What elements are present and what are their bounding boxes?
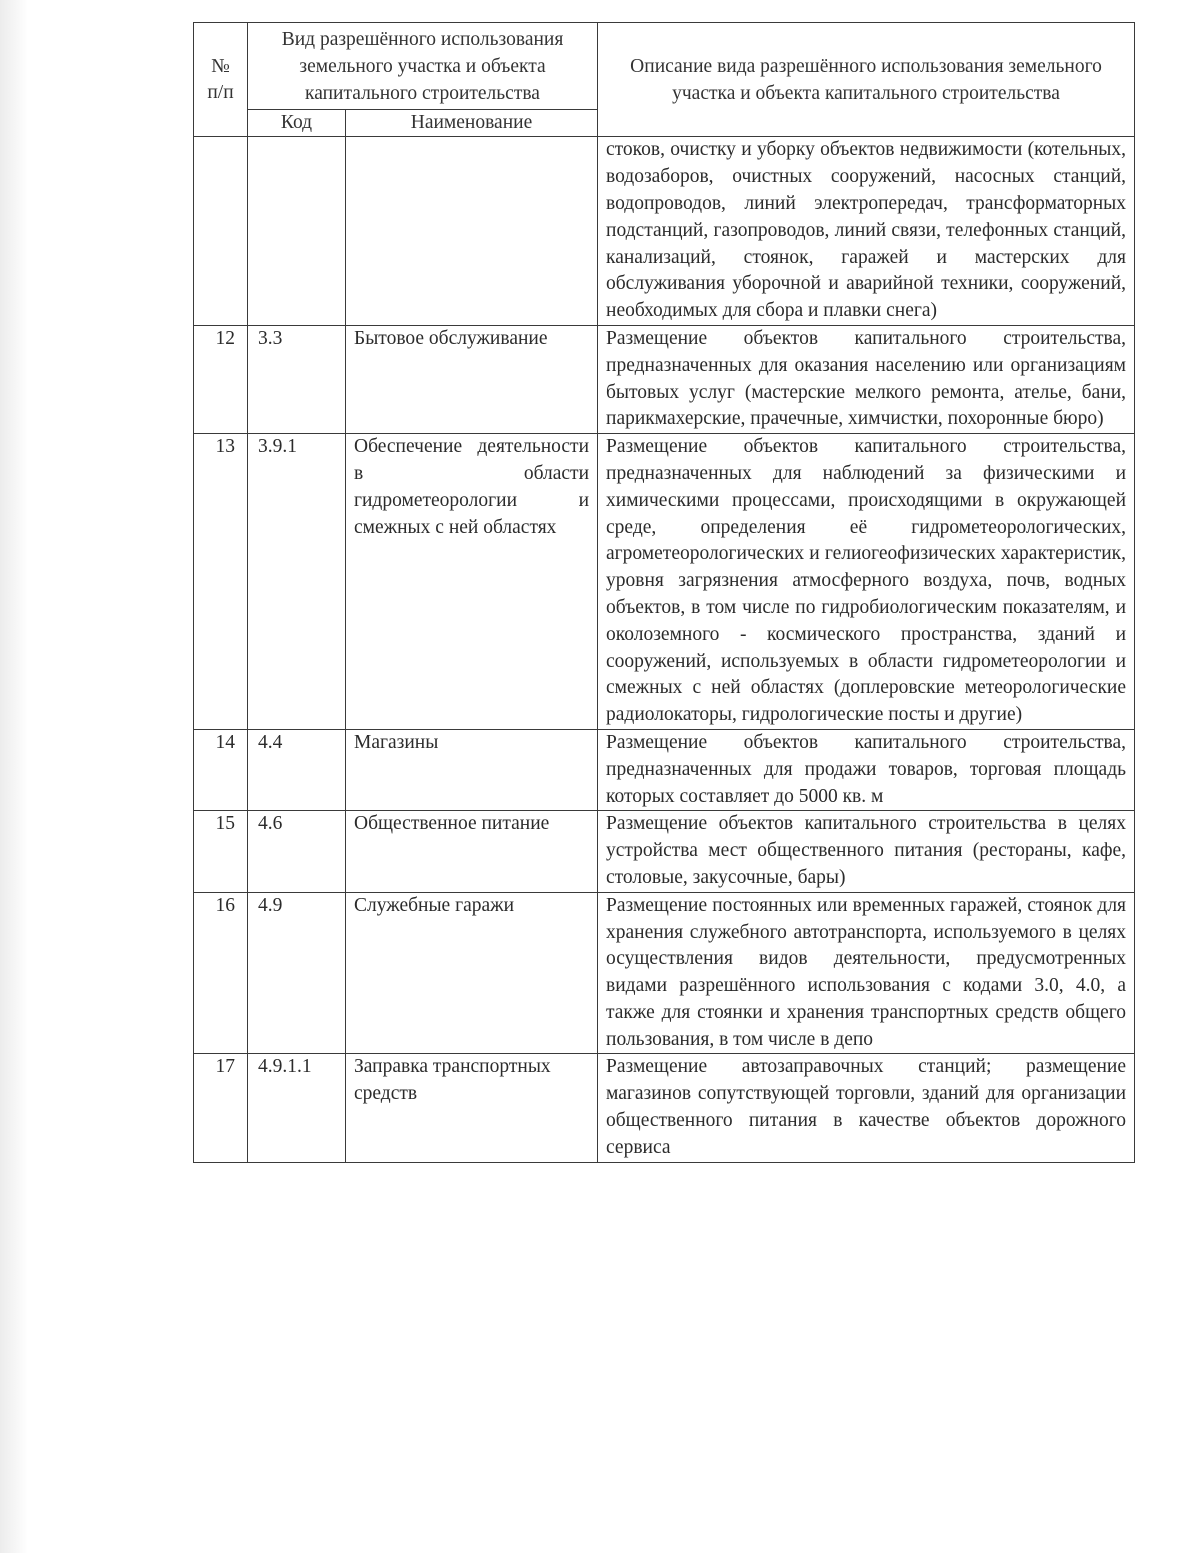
- cell-number: 15: [194, 811, 248, 892]
- cell-code: 4.6: [248, 811, 346, 892]
- header-description: Описание вида разрешённого использования земельного участка и объекта капитального строительства: [598, 23, 1135, 137]
- cell-number: 12: [194, 325, 248, 433]
- table-row: [194, 811, 1135, 892]
- cell-code: 3.9.1: [248, 434, 346, 730]
- header-number: № п/п: [194, 23, 248, 137]
- cell-description: Размещение объектов капитального строительства в целях устройства мест общественного питания (рестораны, кафе, столовые, закусочные, бары): [598, 811, 1135, 892]
- cell-number: 14: [194, 729, 248, 810]
- scan-edge-shadow: [0, 0, 28, 1553]
- header-name: Наименование: [346, 110, 598, 137]
- cell-name: Обеспечение деятельности в области гидрометеорологии и смежных с ней областях: [346, 434, 598, 730]
- cell-name: Бытовое обслуживание: [346, 325, 598, 433]
- table-row: [194, 892, 1135, 1054]
- cell-code: 4.9: [248, 892, 346, 1054]
- table-row: [194, 729, 1135, 810]
- cell-code: 3.3: [248, 325, 346, 433]
- cell-number: 17: [194, 1054, 248, 1162]
- table-header: [194, 23, 1135, 137]
- table-row: [194, 325, 1135, 433]
- cell-number: 13: [194, 434, 248, 730]
- table-row: [194, 1054, 1135, 1162]
- cell-description: стоков, очистку и уборку объектов недвижимости (котельных, водозаборов, очистных сооружений, насосных станций, водопроводов, линий электропередач, трансформаторных подстанций, газопроводов, линий связи, телефонных станций, канализаций, стоянок, гаражей и мастерских для обслуживания уборочной и аварийной техники, сооружений, необходимых для сбора и плавки снега): [598, 137, 1135, 326]
- cell-code: [248, 137, 346, 326]
- cell-code: 4.9.1.1: [248, 1054, 346, 1162]
- cell-description: Размещение объектов капитального строительства, предназначенных для наблюдений за физическими и химическими процессами, происходящими в окружающей среде, определения её гидрометеорологических, агрометеорологических и гелиогеофизических характеристик, уровня загрязнения атмосферного воздуха, почв, водных объектов, в том числе по гидробиологическим показателям, и околоземного - космического пространства, зданий и сооружений, используемых в области гидрометеорологии и смежных с ней областях (доплеровские метеорологические радиолокаторы, гидрологические посты и другие): [598, 434, 1135, 730]
- cell-name: Заправка транспортных средств: [346, 1054, 598, 1162]
- header-type-group: Вид разрешённого использования земельного участка и объекта капитального строительства: [248, 23, 598, 110]
- table-row-continuation: [194, 137, 1135, 326]
- land-use-table: [193, 22, 1135, 1163]
- cell-description: Размещение объектов капитального строительства, предназначенных для оказания населению или организациям бытовых услуг (мастерские мелкого ремонта, ателье, бани, парикмахерские, прачечные, химчистки, похоронные бюро): [598, 325, 1135, 433]
- cell-number: 16: [194, 892, 248, 1054]
- cell-description: Размещение объектов капитального строительства, предназначенных для продажи товаров, торговая площадь которых составляет до 5000 кв. м: [598, 729, 1135, 810]
- table-body: [194, 137, 1135, 1162]
- cell-name: Служебные гаражи: [346, 892, 598, 1054]
- cell-code: 4.4: [248, 729, 346, 810]
- cell-description: Размещение автозаправочных станций; размещение магазинов сопутствующей торговли, зданий для организации общественного питания в качестве объектов дорожного сервиса: [598, 1054, 1135, 1162]
- cell-number: [194, 137, 248, 326]
- cell-name: Общественное питание: [346, 811, 598, 892]
- cell-name: [346, 137, 598, 326]
- table-row: [194, 434, 1135, 730]
- cell-description: Размещение постоянных или временных гаражей, стоянок для хранения служебного автотранспорта, используемого в целях осуществления видов деятельности, предусмотренных видами разрешённого использования с кодами 3.0, 4.0, а также для стоянки и хранения транспортных средств общего пользования, в том числе в депо: [598, 892, 1135, 1054]
- cell-name: Магазины: [346, 729, 598, 810]
- header-code: Код: [248, 110, 346, 137]
